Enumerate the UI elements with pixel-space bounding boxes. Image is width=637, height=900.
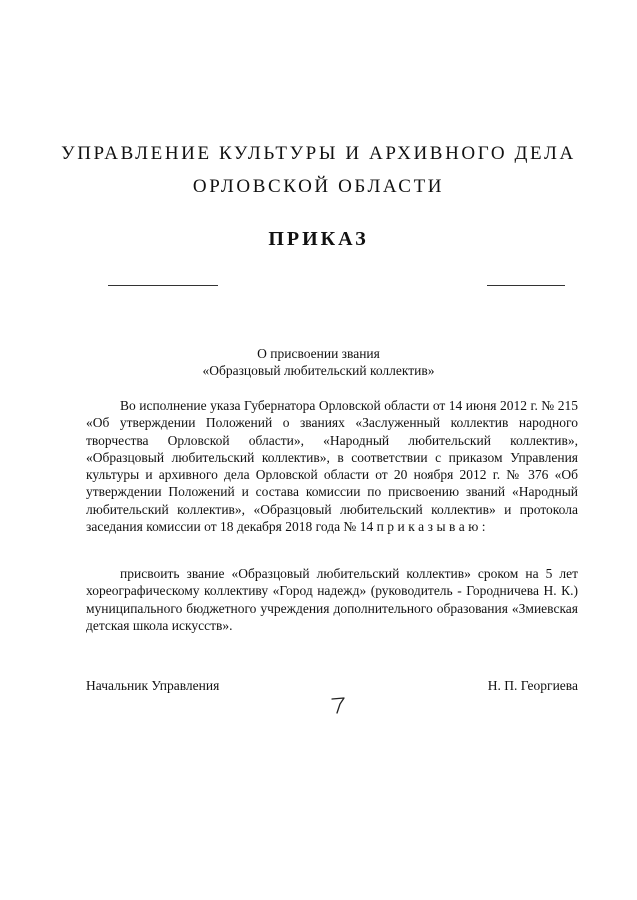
- handwritten-signature-mark: [328, 694, 350, 716]
- signer-name: Н. П. Георгиева: [487, 678, 578, 693]
- order-paragraph: присвоить звание «Образцовый любительский коллектив» сроком на 5 лет хореографическому коллективу «Город надежд» (руководитель - Городничева Н. К.) муниципального бюджетного учреждения дополнительного образования «Змиевская детская школа искусств».: [86, 566, 578, 633]
- subject-line2: «Образцовый любительский коллектив»: [202, 363, 435, 378]
- organization-name-line1: УПРАВЛЕНИЕ КУЛЬТУРЫ И АРХИВНОГО ДЕЛА: [61, 143, 576, 164]
- document-type-title: ПРИКАЗ: [268, 228, 369, 250]
- subject-line1: О присвоении звания: [257, 346, 380, 361]
- order-keyword: приказываю:: [376, 519, 490, 535]
- date-blank-line: [108, 285, 218, 286]
- preamble-text: Во исполнение указа Губернатора Орловской области от 14 июня 2012 г. № 215 «Об утверждении Положений о званиях «Заслуженный коллектив народного творчества Орловской области», «Народный любительский коллектив», «Образцовый любительский коллектив», в соответствии с приказом Управления культуры и архивного дела Орловской области от 20 ноября 2012 г. № 376 «Об утверждении Положений и состава комиссии по присвоению званий «Народный любительский коллектив», «Образцовый любительский коллектив» и протокола заседания комиссии от 18 декабря 2018 года № 14: [86, 398, 578, 535]
- signer-position: Начальник Управления: [86, 678, 220, 693]
- document-subject: [0, 345, 637, 379]
- organization-name-line2: ОРЛОВСКОЙ ОБЛАСТИ: [192, 176, 445, 197]
- preamble-paragraph: [86, 397, 578, 535]
- number-blank-line: [487, 285, 565, 286]
